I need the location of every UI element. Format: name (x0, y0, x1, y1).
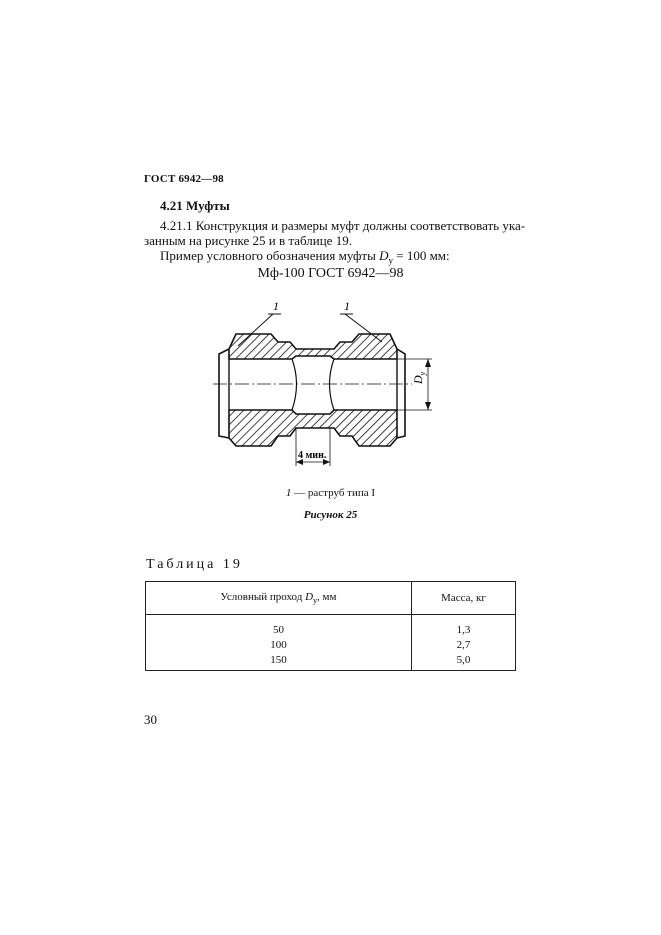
intro-sub: y (388, 255, 393, 266)
left-socket-face (219, 349, 229, 438)
callout-right: 1 (344, 300, 350, 313)
mass-table (145, 581, 516, 671)
callout-left: 1 (273, 300, 279, 313)
paragraph-4-21-1-line2: занным на рисунке 25 и в таблице 19. (144, 233, 352, 248)
legend-text: — раструб типа I (291, 487, 376, 499)
table-cell-dn: 50 (272, 624, 284, 636)
col1-prefix: Условный проход (220, 590, 306, 603)
right-socket-face (397, 349, 405, 438)
intro-text: Пример условного обозначения муфты (160, 248, 380, 263)
coupling-bottom-wall (229, 410, 397, 446)
table-header-row (146, 582, 516, 615)
table-body-row (146, 615, 516, 671)
table-cell-mass: 1,3 (456, 624, 471, 636)
paragraph-4-21-1-line1: 4.21.1 Конструкция и размеры муфт должны соответствовать ука- (160, 218, 526, 233)
table-cell-mass: 2,7 (456, 639, 471, 651)
figure-legend (0, 487, 661, 499)
coupling-top-wall (229, 334, 397, 359)
col1-var: D (305, 590, 314, 603)
section-title: 4.21 Муфты (160, 198, 230, 213)
coupling-drawing (210, 300, 450, 480)
intro-var: D (379, 248, 389, 263)
table-cell-mass: 5,0 (456, 654, 471, 666)
intro-suffix: = 100 мм: (393, 248, 450, 263)
designation-example: Мф-100 ГОСТ 6942—98 (257, 266, 404, 281)
document-code-header: ГОСТ 6942—98 (144, 173, 224, 185)
legend-num: 1 (285, 487, 292, 499)
mass-values (411, 615, 515, 671)
col1-suffix: , мм (317, 590, 337, 603)
table-caption: Таблица 19 (146, 557, 243, 572)
col-header-nominal-bore (146, 582, 412, 615)
col-header-mass: Масса, кг (411, 582, 515, 615)
diameter-label: $D_y$ (411, 371, 427, 384)
min-length-label: 4 мин. (298, 450, 327, 461)
table-cell-dn: 150 (270, 654, 287, 666)
nominal-bore-values (146, 615, 412, 671)
page-number: 30 (144, 712, 157, 727)
col1-sub: y (313, 596, 318, 606)
table-cell-dn: 100 (270, 639, 287, 651)
figure-caption: Рисунок 25 (303, 509, 358, 521)
